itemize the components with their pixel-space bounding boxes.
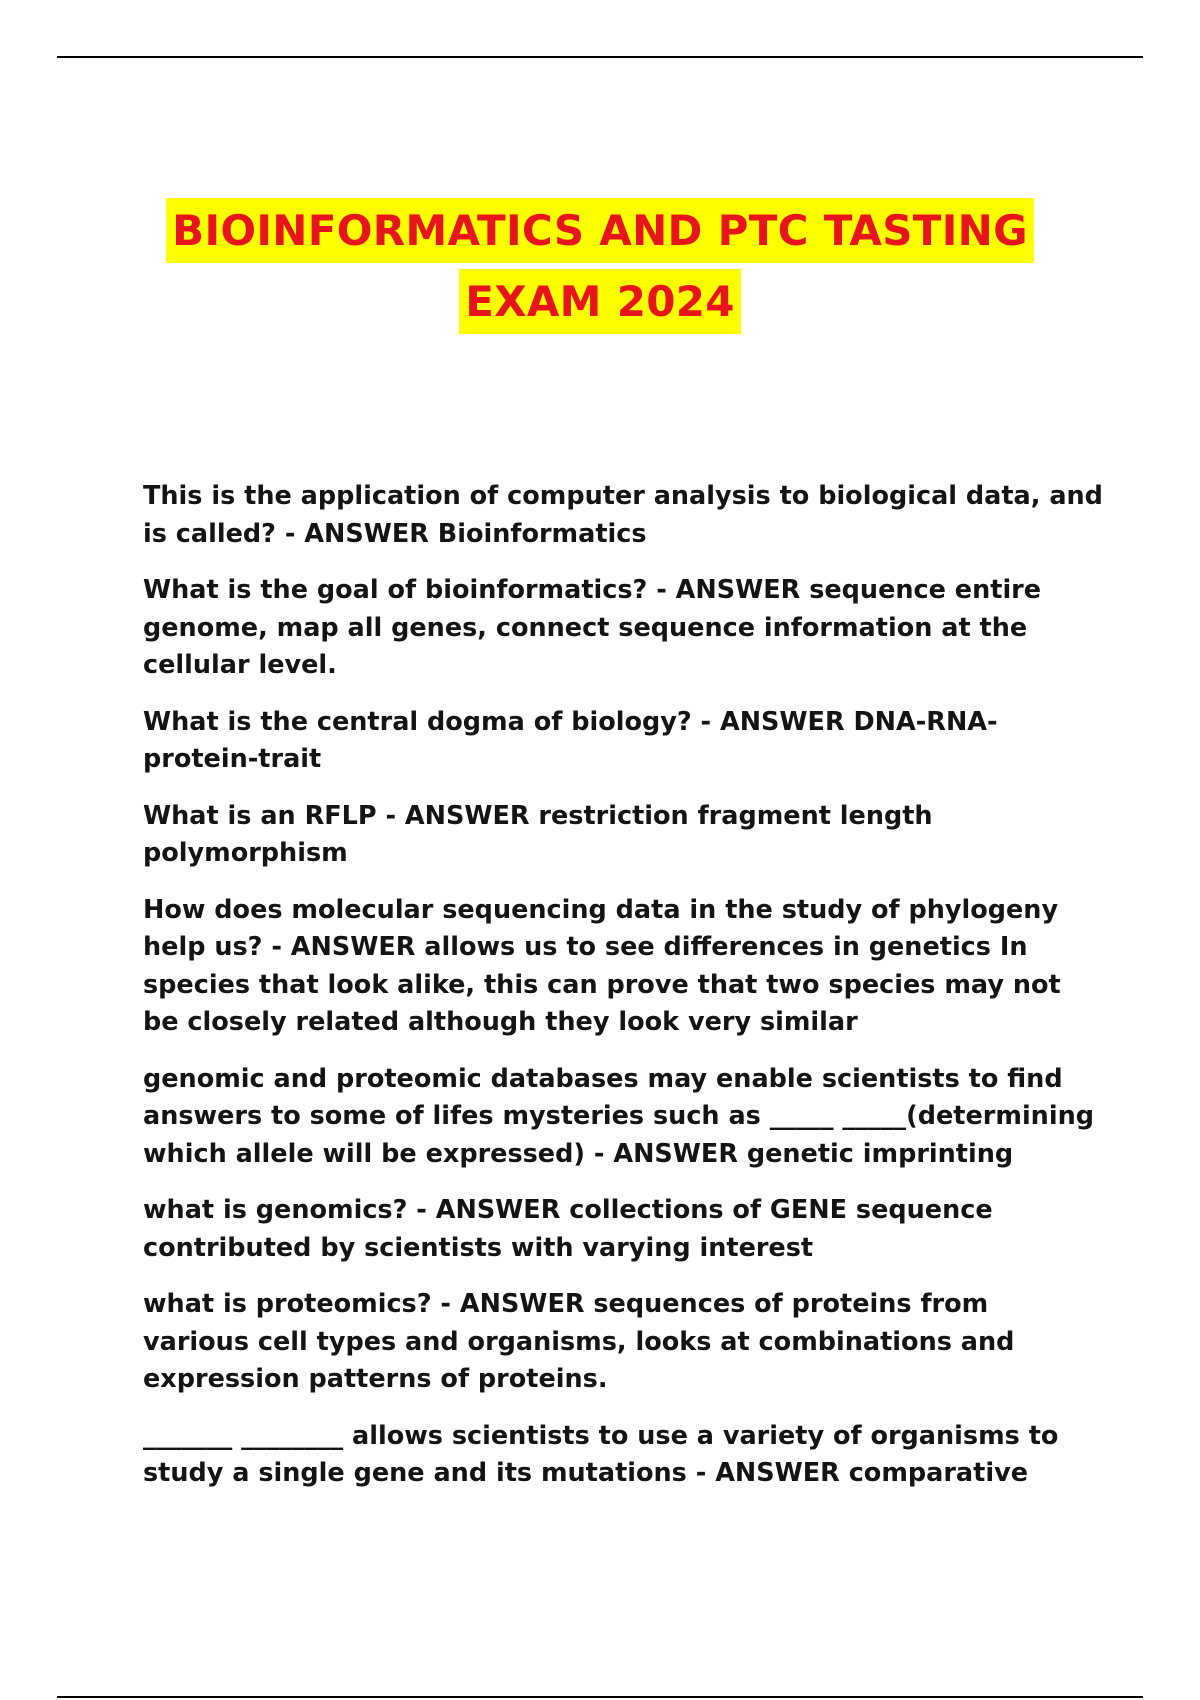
qa-item: What is the central dogma of biology? - ANSWER DNA-RNA-protein-trait	[143, 706, 998, 774]
qa-item: This is the application of computer analysis to biological data, and is called? - ANSWER Bioinformatics	[143, 481, 1103, 549]
qa-item: what is proteomics? - ANSWER sequences of proteins from various cell types and organisms, looks at combinations and expression patterns of proteins.	[143, 1289, 1015, 1394]
qa-item: _______ ________ allows scientists to use a variety of organisms to study a single gene and its mutations - ANSWER comparative	[143, 1420, 1059, 1488]
title-line-1: BIOINFORMATICS AND PTC TASTING	[166, 198, 1034, 263]
qa-item: How does molecular sequencing data in the study of phylogeny help us? - ANSWER allows us to see differences in genetics In species that look alike, this can prove that two species may not be closely related although they look very similar	[143, 894, 1061, 1037]
top-rule	[57, 56, 1143, 58]
title-line-2: EXAM 2024	[459, 269, 741, 334]
qa-item: What is the goal of bioinformatics? - ANSWER sequence entire genome, map all genes, connect sequence information at the cellular level.	[143, 575, 1042, 680]
qa-item: what is genomics? - ANSWER collections of GENE sequence contributed by scientists with varying interest	[143, 1195, 993, 1263]
bottom-rule	[57, 1696, 1143, 1698]
document-title	[0, 198, 1200, 340]
qa-item: What is an RFLP - ANSWER restriction fragment length polymorphism	[143, 800, 933, 868]
qa-item: genomic and proteomic databases may enable scientists to find answers to some of lifes mysteries such as _____ _____(determining which allele will be expressed) - ANSWER genetic imprinting	[143, 1063, 1094, 1169]
qa-list	[143, 478, 1103, 1512]
